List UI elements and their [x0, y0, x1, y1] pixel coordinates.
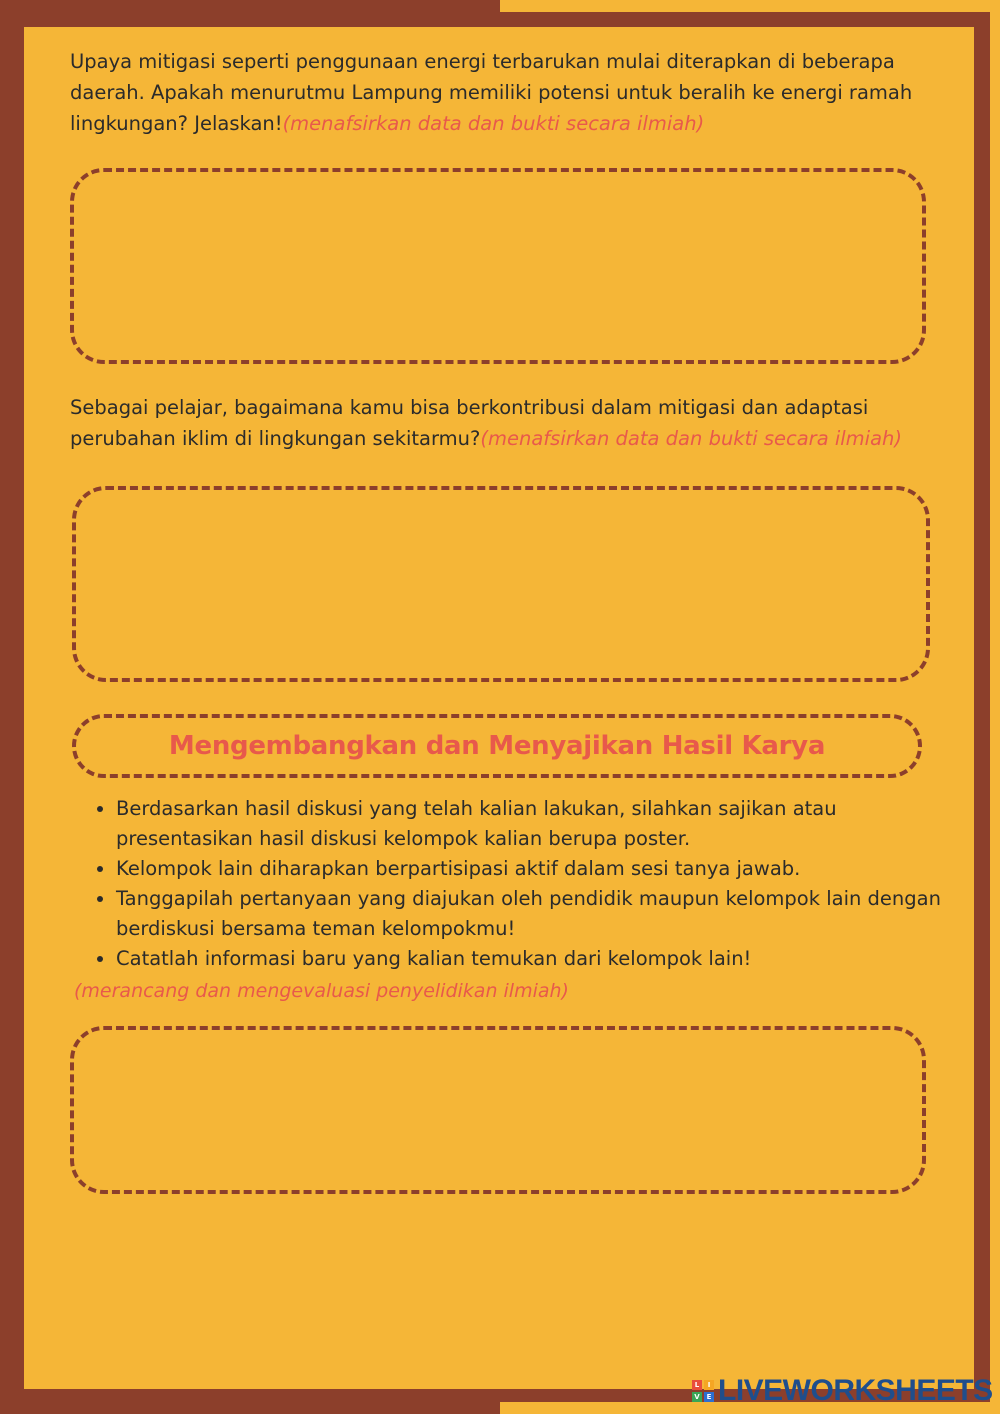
- question-2-hint: (menafsirkan data dan bukti secara ilmiah): [480, 427, 903, 450]
- instruction-list: [90, 794, 946, 974]
- question-1-text: Upaya mitigasi seperti penggunaan energi terbarukan mulai diterapkan di beberapa daerah. Apakah menurutmu Lampung memiliki potensi untuk beralih ke energi ramah lingkungan? Jelaskan!: [70, 50, 913, 135]
- logo-letter: E: [704, 1392, 714, 1402]
- section-heading-pill: [72, 714, 922, 778]
- answer-box-3[interactable]: [70, 1026, 926, 1194]
- frame-bottom-left: [0, 1389, 500, 1414]
- section-hint: (merancang dan mengevaluasi penyelidikan ilmiah): [74, 980, 569, 1002]
- logo-letter: I: [704, 1380, 714, 1390]
- frame-top-left: [0, 0, 500, 27]
- answer-box-2[interactable]: [72, 486, 930, 682]
- logo-letter: L: [692, 1380, 702, 1390]
- question-1: [70, 46, 940, 139]
- frame-top-right: [500, 12, 990, 27]
- list-item: • Tanggapilah pertanyaan yang diajukan oleh pendidik maupun kelompok lain dengan berdiskusi bersama teman kelompokmu!: [116, 884, 946, 944]
- list-item: • Catatlah informasi baru yang kalian temukan dari kelompok lain!: [116, 944, 946, 974]
- question-2-text: Sebagai pelajar, bagaimana kamu bisa berkontribusi dalam mitigasi dan adaptasi perubahan iklim di lingkungan sekitarmu?: [70, 396, 869, 450]
- list-item: • Berdasarkan hasil diskusi yang telah kalian lakukan, silahkan sajikan atau presentasikan hasil diskusi kelompok kalian berupa poster.: [116, 794, 946, 854]
- logo-text: LIVEWORKSHEETS: [718, 1374, 993, 1407]
- answer-box-1[interactable]: [70, 168, 926, 364]
- list-item: • Kelompok lain diharapkan berpartisipasi aktif dalam sesi tanya jawab.: [116, 854, 946, 884]
- logo-letter: V: [692, 1392, 702, 1402]
- question-1-hint: (menafsirkan data dan bukti secara ilmiah): [282, 112, 705, 135]
- logo-icon: [692, 1380, 714, 1402]
- liveworksheets-logo: [692, 1374, 993, 1408]
- frame-right: [974, 12, 990, 1402]
- section-title: Mengembangkan dan Menyajikan Hasil Karya: [168, 731, 826, 761]
- question-2: [70, 392, 940, 454]
- frame-left: [0, 0, 24, 1414]
